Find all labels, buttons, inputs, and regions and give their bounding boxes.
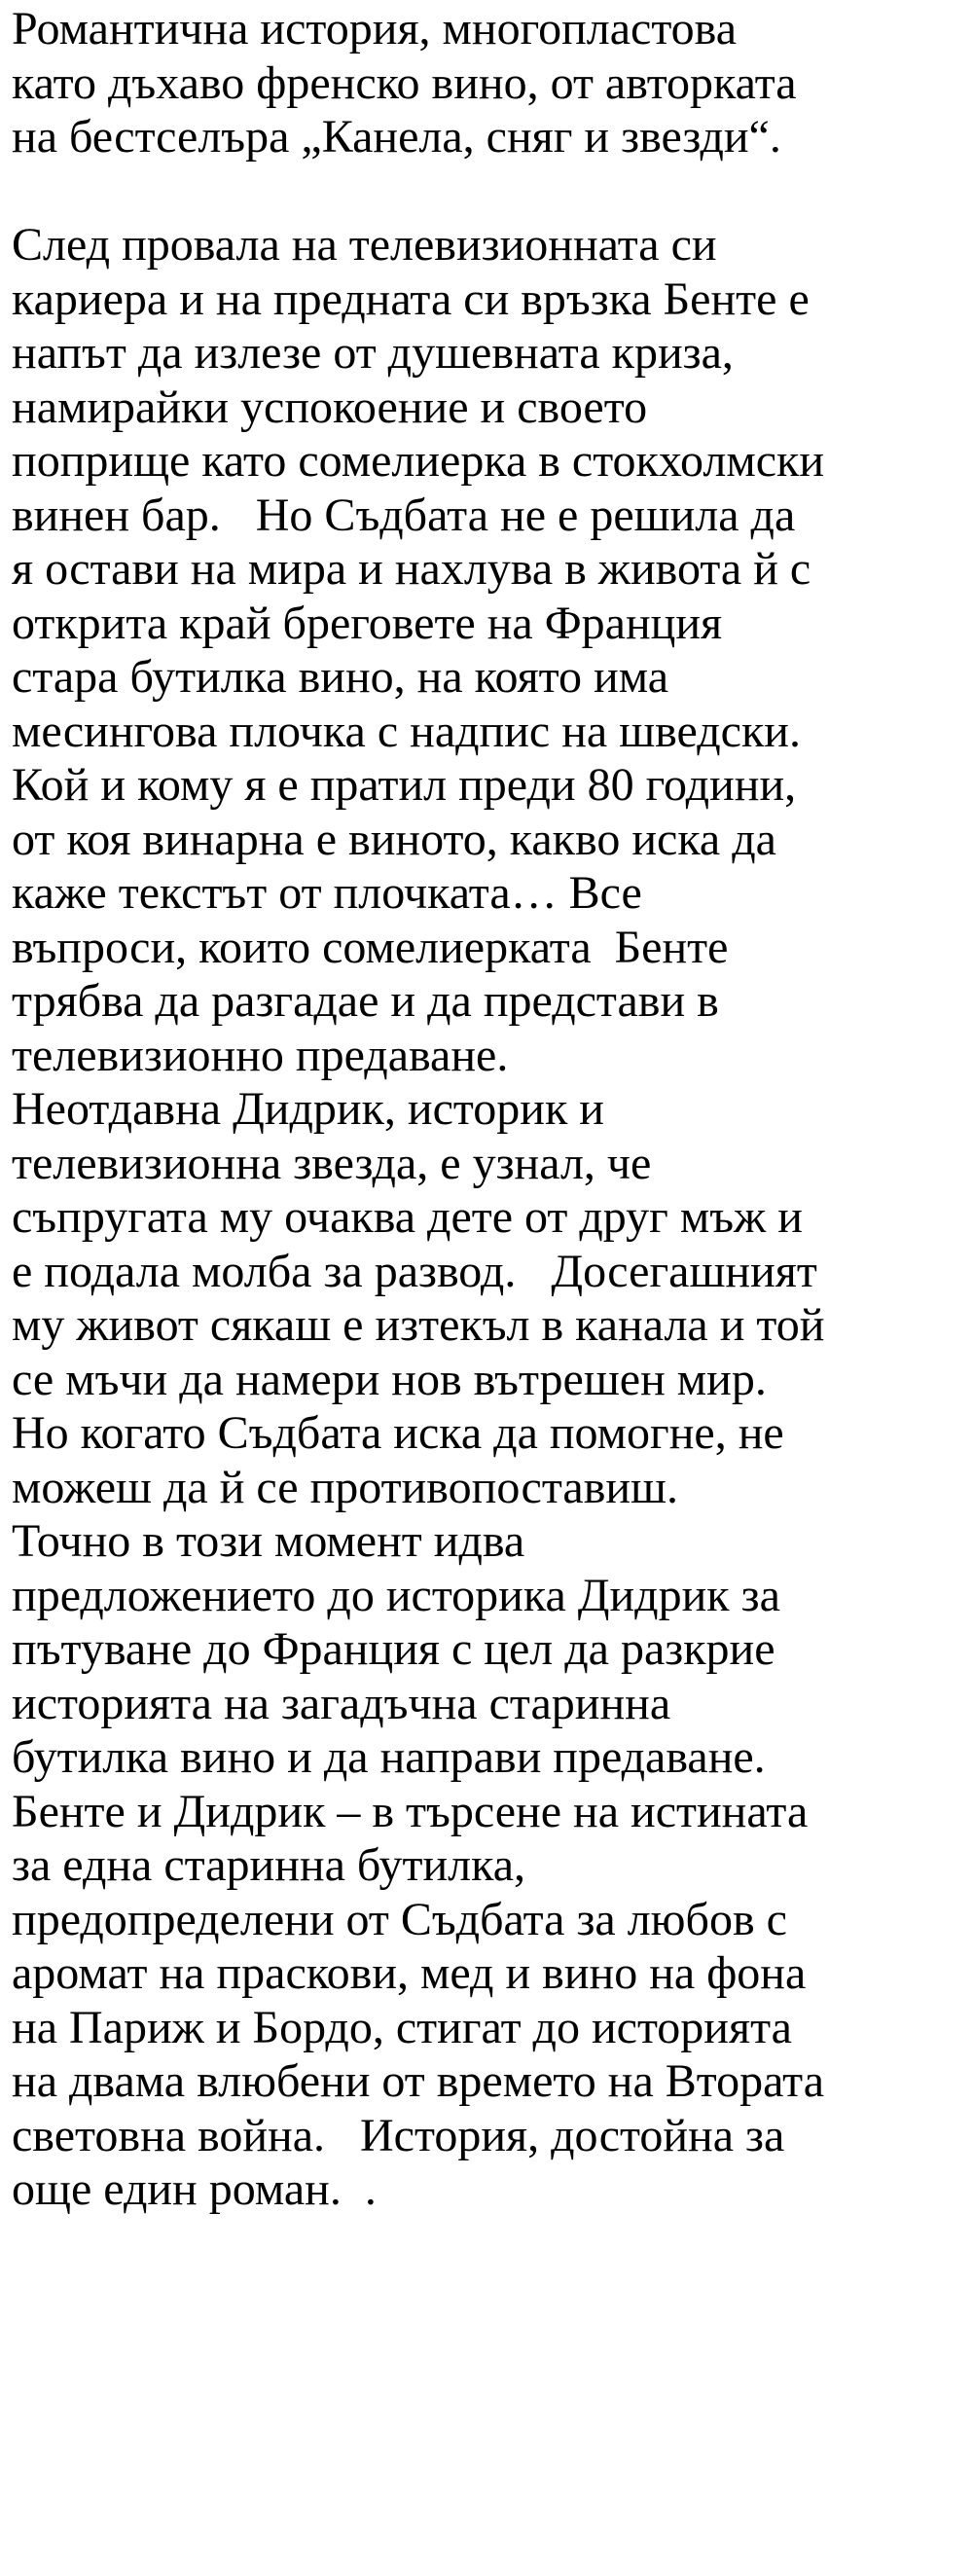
text-line: Но когато Съдбата иска да помогне, не [12,1407,784,1459]
text-line: я остави на мира и нахлува в живота й с [12,543,811,595]
text-line: телевизионна звезда, е узнал, че [12,1137,652,1189]
text-line: винен бар. Но Съдбата не е решила да [12,489,796,541]
text-line: След провала на телевизионната си [12,219,717,271]
text-line: открита край бреговете на Франция [12,597,723,649]
text-line: историята на загадъчна старинна [12,1677,671,1729]
text-line: предопределени от Съдбата за любов с [12,1893,787,1945]
text-line: месингова плочка с надпис на шведски. [12,705,801,757]
text-line: Неотдавна Дидрик, историк и [12,1083,604,1135]
text-line: Точно в този момент идва [12,1515,525,1567]
text-line: пътуване до Франция с цел да разкрие [12,1623,775,1675]
text-line: още един роман. . [12,2163,377,2215]
intro-paragraph [12,2,965,164]
text-line: Романтична история, многопластова [12,3,738,54]
text-line: аромат на праскови, мед и вино на фона [12,1947,807,1999]
text-line: на Париж и Бордо, стигат до историята [12,2001,792,2053]
synopsis-paragraph [12,218,965,2217]
text-line: световна война. История, достойна за [12,2109,785,2161]
text-line: му живот сякаш е изтекъл в канала и той [12,1299,825,1351]
text-line: като дъхаво френско вино, от авторката [12,56,797,109]
text-line: за една старинна бутилка, [12,1839,525,1891]
paragraph-spacer [12,164,965,219]
text-line: поприще като сомелиерка в стокхолмски [12,435,825,487]
text-line: бутилка вино и да направи предаване. [12,1731,766,1783]
text-line: на бестселъра „Канела, сняг и звезди“. [12,111,781,163]
text-line: от коя винарна е виното, какво иска да [12,813,776,865]
text-line: съпругата му очаква дете от друг мъж и [12,1191,803,1243]
text-line: можеш да й се противопоставиш. [12,1461,679,1513]
text-line: Бенте и Дидрик – в търсене на истината [12,1785,809,1837]
text-line: кариера и на предната си връзка Бенте е [12,272,810,325]
book-description [12,2,965,2217]
text-line: предложението до историка Дидрик за [12,1569,780,1621]
text-line: на двама влюбени от времето на Втората [12,2055,825,2107]
text-line: се мъчи да намери нов вътрешен мир. [12,1353,767,1405]
text-line: стара бутилка вино, на която има [12,651,669,703]
text-line: въпроси, които сомелиерката Бенте [12,921,729,973]
text-line: е подала молба за развод. Досегашният [12,1245,817,1297]
text-line: телевизионно предаване. [12,1029,509,1081]
text-line: напът да излезе от душевната криза, [12,327,734,379]
text-line: трябва да разгадае и да представи в [12,975,719,1027]
text-line: Кой и кому я е пратил преди 80 години, [12,759,797,811]
text-line: намирайки успокоение и своето [12,381,648,433]
text-line: каже текстът от плочката… Все [12,867,642,919]
